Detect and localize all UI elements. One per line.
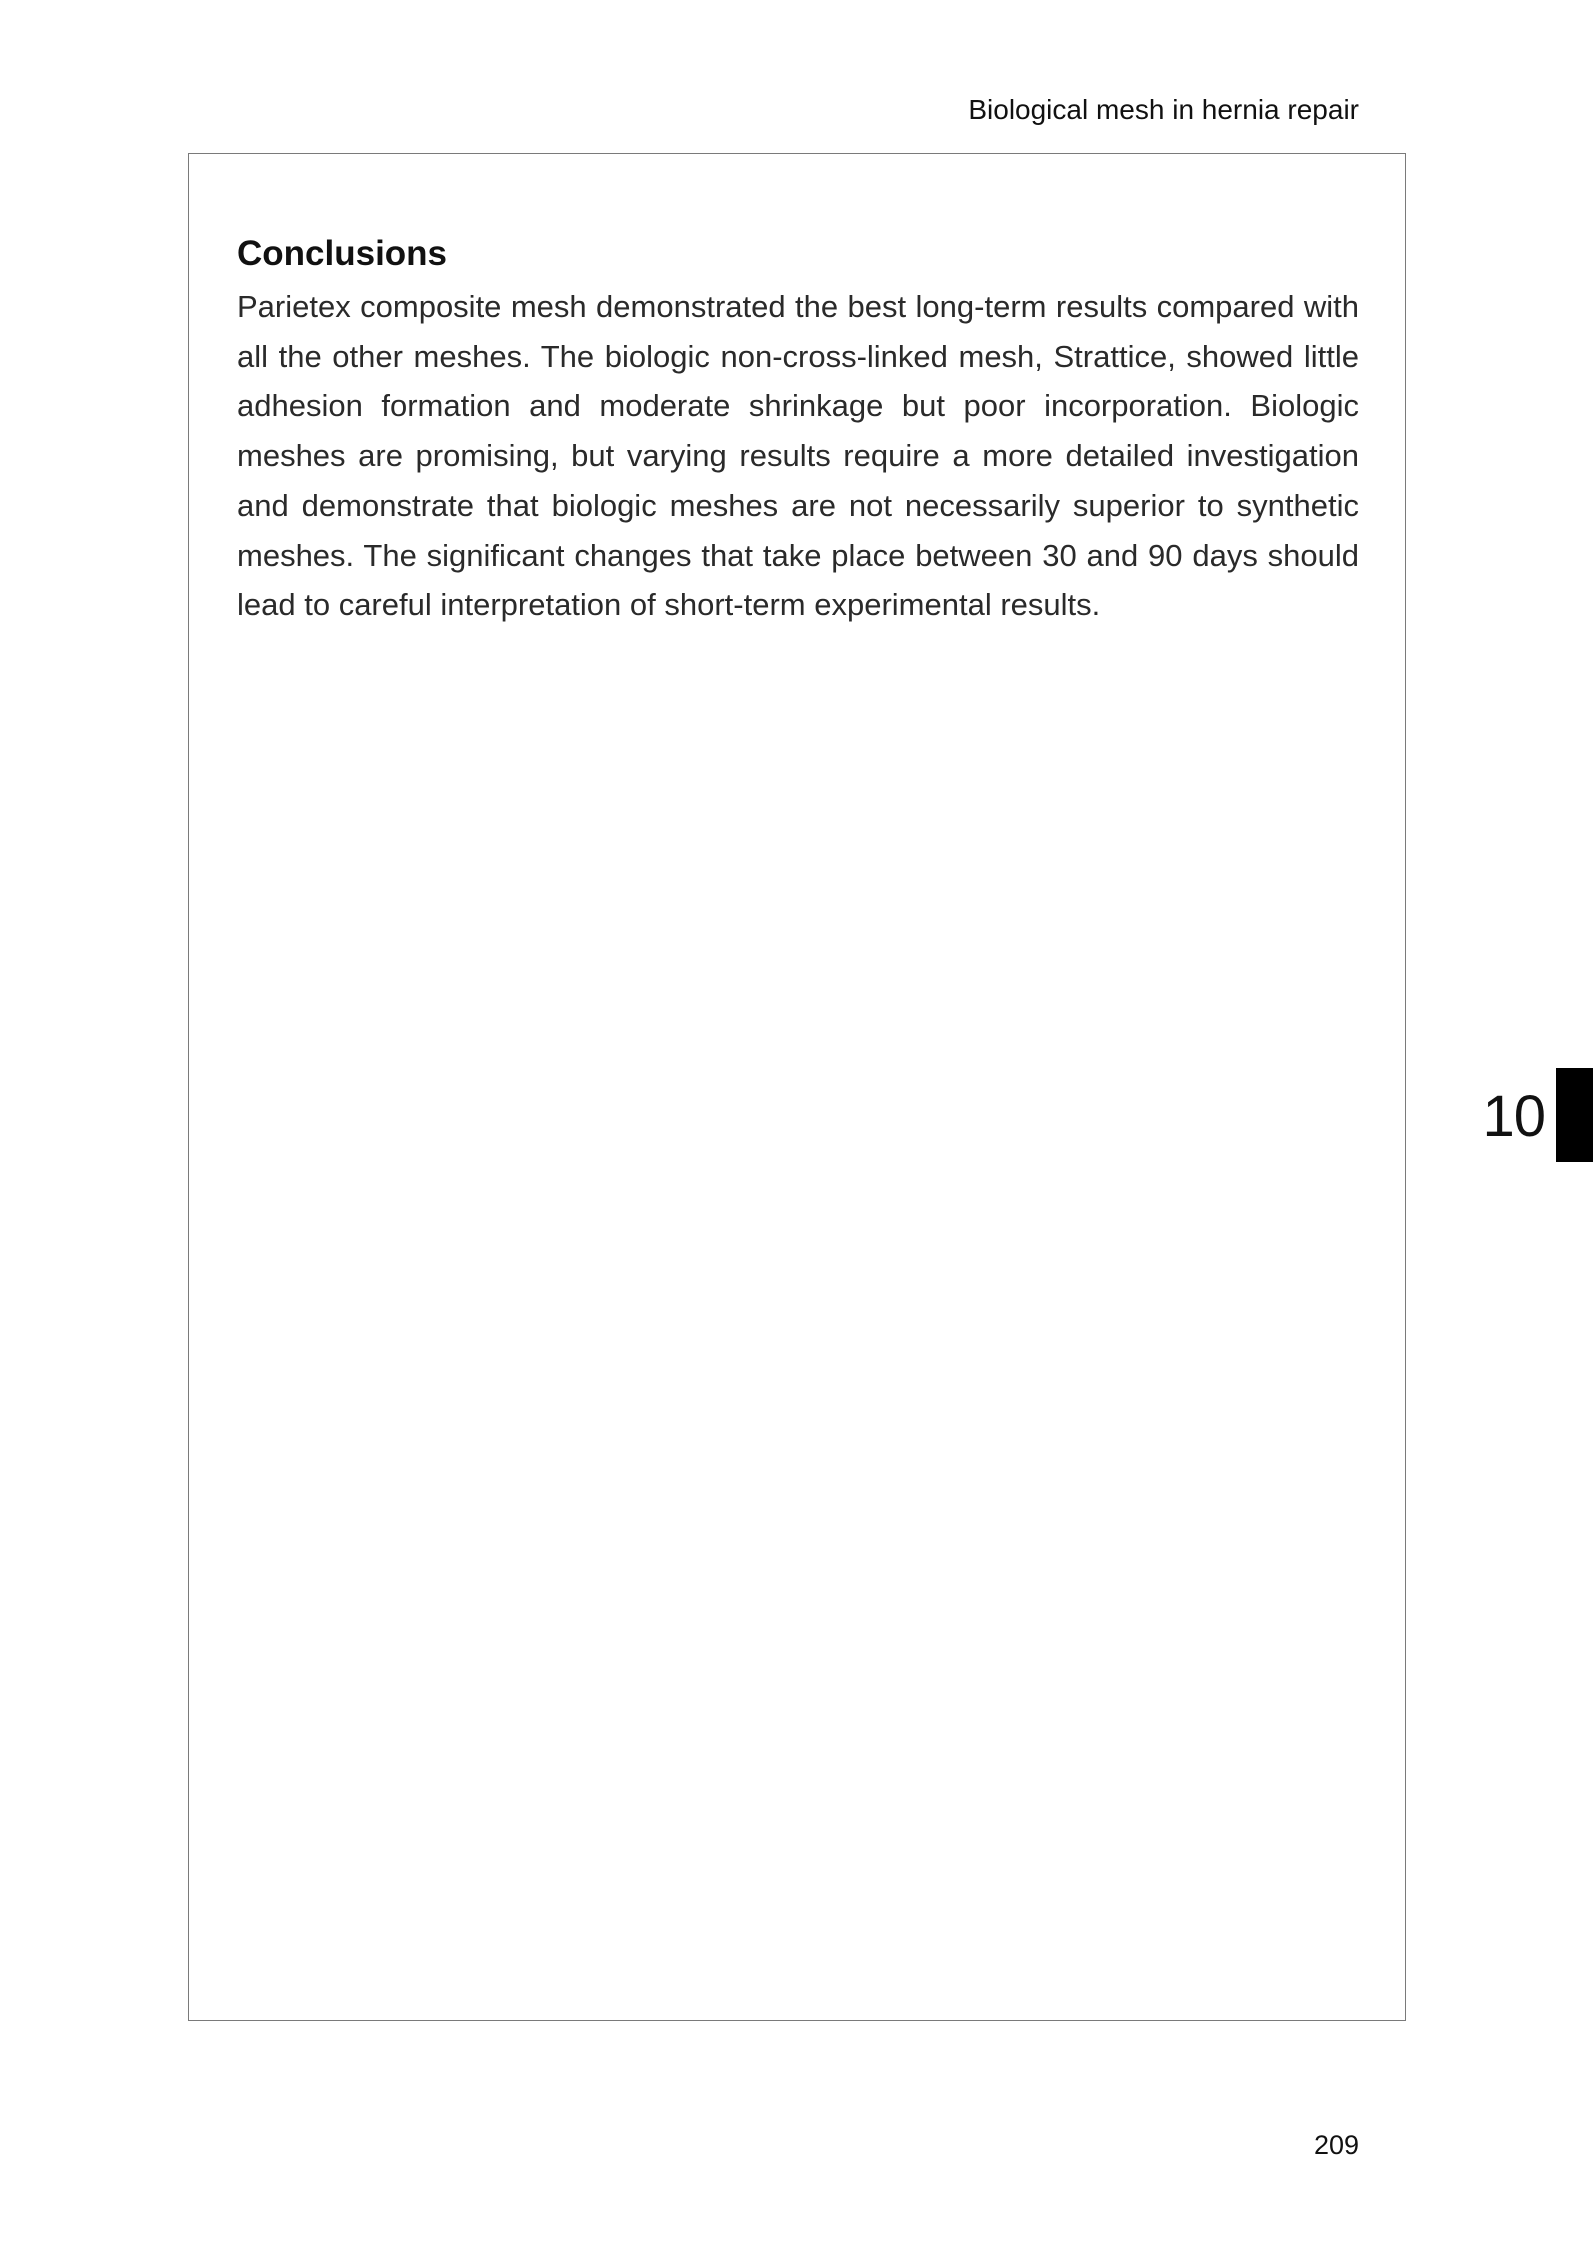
- page-number: 209: [1313, 2130, 1359, 2160]
- chapter-number: 10: [1482, 1084, 1545, 1149]
- running-header-title: Biological mesh in hernia repair: [968, 94, 1359, 125]
- chapter-tab-marker: [1556, 1068, 1593, 1162]
- section-heading: Conclusions: [237, 234, 448, 273]
- content-frame: [188, 153, 1406, 2021]
- section-body-paragraph: Parietex composite mesh demonstrated the best long-term results compared with all the other meshes. The biologic non-cross-linked mesh, Strattice, showed little adhesion formation and moderate shrinkage but poor incorporation. Biologic meshes are promising, but varying results require a more detailed investigation and demonstrate that biologic meshes are not necessarily superior to synthetic meshes. The significant changes that take place between 30 and 90 days should lead to careful interpretation of short-term experimental results.: [237, 289, 1359, 623]
